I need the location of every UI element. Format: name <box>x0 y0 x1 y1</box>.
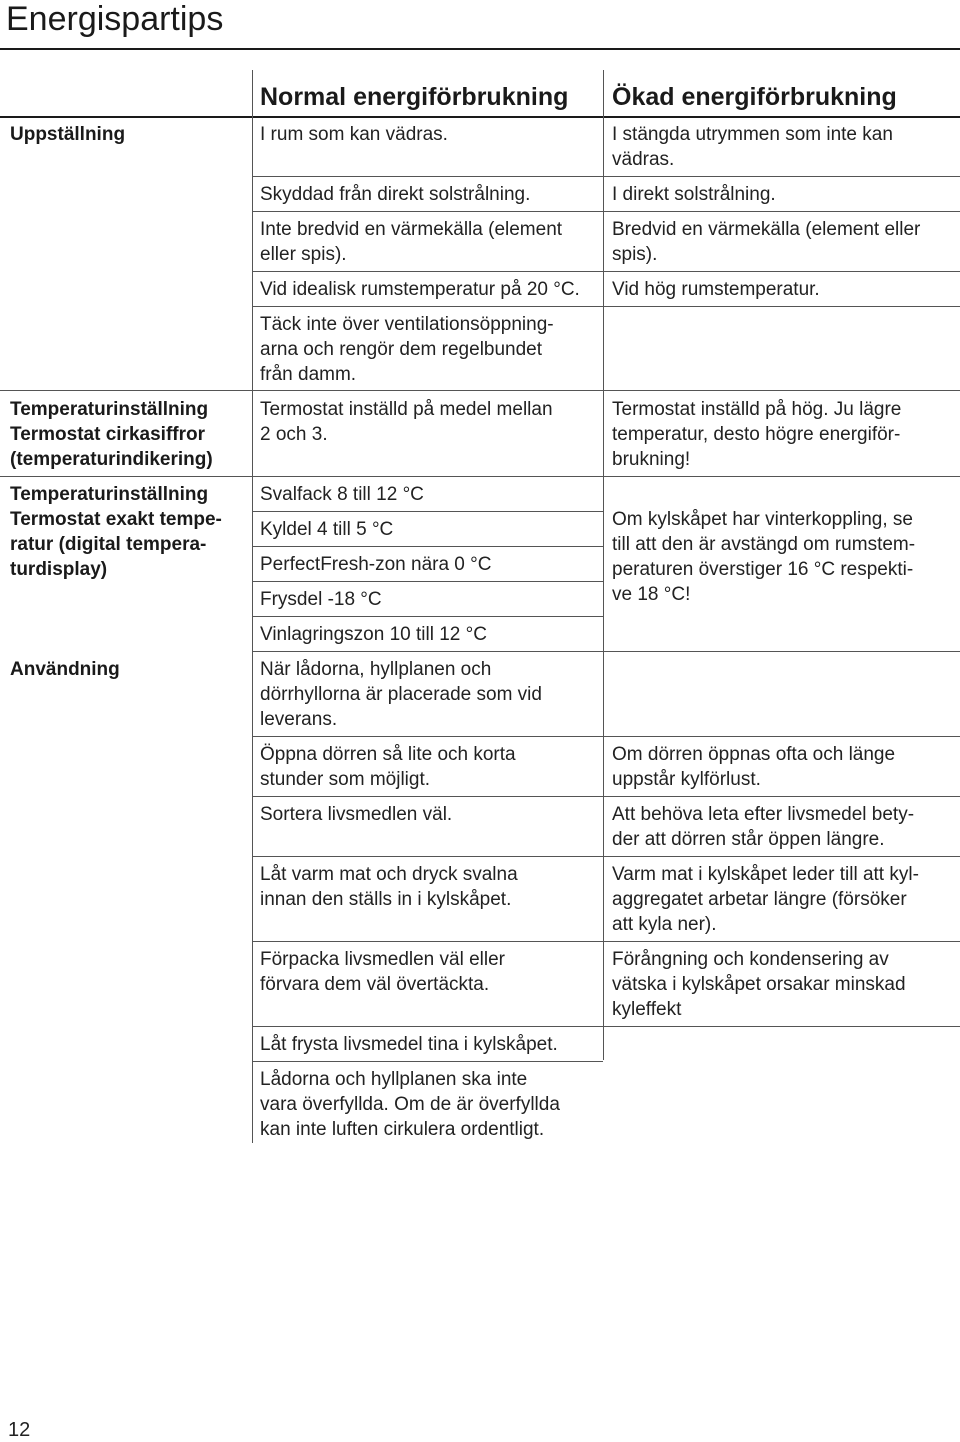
normal-cell: Lådorna och hyllplanen ska inte vara överfyllda. Om de är överfyllda kan inte luften cirkulera ordentligt. <box>260 1069 560 1140</box>
row-divider <box>252 941 960 942</box>
row-divider <box>252 796 960 797</box>
row-divider <box>252 390 960 391</box>
normal-cell: Vinlagringszon 10 till 12 °C <box>260 624 487 645</box>
normal-cell: PerfectFresh-zon nära 0 °C <box>260 554 492 575</box>
normal-cell: I rum som kan vädras. <box>260 124 448 145</box>
normal-cell: Svalfack 8 till 12 °C <box>260 484 424 505</box>
row-divider <box>252 651 960 652</box>
increased-cell: Om dörren öppnas ofta och länge uppstår kylförlust. <box>612 744 896 790</box>
increased-cell: I stängda utrymmen som inte kan vädras. <box>612 124 893 170</box>
section-label-temp-exact: Temperaturinställning Termostat exakt tempe- ratur (digital tempera- turdisplay) <box>10 484 222 580</box>
normal-cell: Täck inte över ventilationsöppning- arna och rengör dem regelbundet från damm. <box>260 314 554 385</box>
section-label-temp-circa: Temperaturinställning Termostat cirkasiffror (temperaturindikering) <box>10 399 213 470</box>
page-number: 12 <box>8 1419 31 1441</box>
normal-cell: Öppna dörren så lite och korta stunder som möjligt. <box>260 744 516 790</box>
row-divider <box>252 476 960 477</box>
row-divider <box>252 176 960 177</box>
row-divider <box>252 211 960 212</box>
normal-cell: Inte bredvid en värmekälla (element eller spis). <box>260 219 563 265</box>
normal-cell: Förpacka livsmedlen väl eller förvara dem väl övertäckta. <box>260 949 505 995</box>
section-label-anvandning: Användning <box>10 659 120 680</box>
increased-cell: Förångning och kondensering av vätska i kylskåpet orsakar minskad kyleffekt <box>612 949 906 1020</box>
column-divider-right <box>603 70 604 1060</box>
increased-cell: Om kylskåpet har vinterkoppling, se till att den är avstängd om rumstem- peraturen överstiger 16 °C respekti- ve 18 °C! <box>612 509 916 605</box>
normal-cell: Låt frysta livsmedel tina i kylskåpet. <box>260 1034 558 1055</box>
normal-cell: Frysdel -18 °C <box>260 589 382 610</box>
normal-cell: Låt varm mat och dryck svalna innan den ställs in i kylskåpet. <box>260 864 518 910</box>
normal-cell: Termostat inställd på medel mellan 2 och 3. <box>260 399 553 445</box>
row-divider <box>252 736 960 737</box>
page-title: Energispartips <box>6 0 224 38</box>
section-divider <box>0 390 252 391</box>
title-divider <box>0 48 960 50</box>
increased-cell: I direkt solstrålning. <box>612 184 776 205</box>
section-divider <box>0 476 252 477</box>
column-heading-normal: Normal energiförbrukning <box>260 83 569 111</box>
increased-cell: Varm mat i kylskåpet leder till att kyl- aggregatet arbetar längre (försöker att kyla ner). <box>612 864 919 935</box>
increased-cell: Vid hög rumstemperatur. <box>612 279 820 300</box>
row-divider <box>252 1026 960 1027</box>
row-divider <box>252 511 603 512</box>
increased-cell: Termostat inställd på hög. Ju lägre temperatur, desto högre energiför- brukning! <box>612 399 902 470</box>
normal-cell: Vid idealisk rumstemperatur på 20 °C. <box>260 279 580 300</box>
normal-cell: Sortera livsmedlen väl. <box>260 804 453 825</box>
row-divider <box>252 546 603 547</box>
header-divider <box>0 116 960 118</box>
increased-cell: Att behöva leta efter livsmedel bety- der att dörren står öppen längre. <box>612 804 915 850</box>
normal-cell: När lådorna, hyllplanen och dörrhyllorna är placerade som vid leverans. <box>260 659 542 730</box>
row-divider <box>252 581 603 582</box>
row-divider <box>252 1061 603 1062</box>
row-divider <box>252 856 960 857</box>
column-heading-increased: Ökad energiförbrukning <box>612 83 897 111</box>
section-label-uppstallning: Uppställning <box>10 124 126 145</box>
normal-cell: Skyddad från direkt solstrålning. <box>260 184 531 205</box>
row-divider <box>252 271 960 272</box>
increased-cell: Bredvid en värmekälla (element eller spis). <box>612 219 921 265</box>
column-divider-left <box>252 70 253 1143</box>
normal-cell: Kyldel 4 till 5 °C <box>260 519 394 540</box>
row-divider <box>252 616 603 617</box>
row-divider <box>252 306 960 307</box>
